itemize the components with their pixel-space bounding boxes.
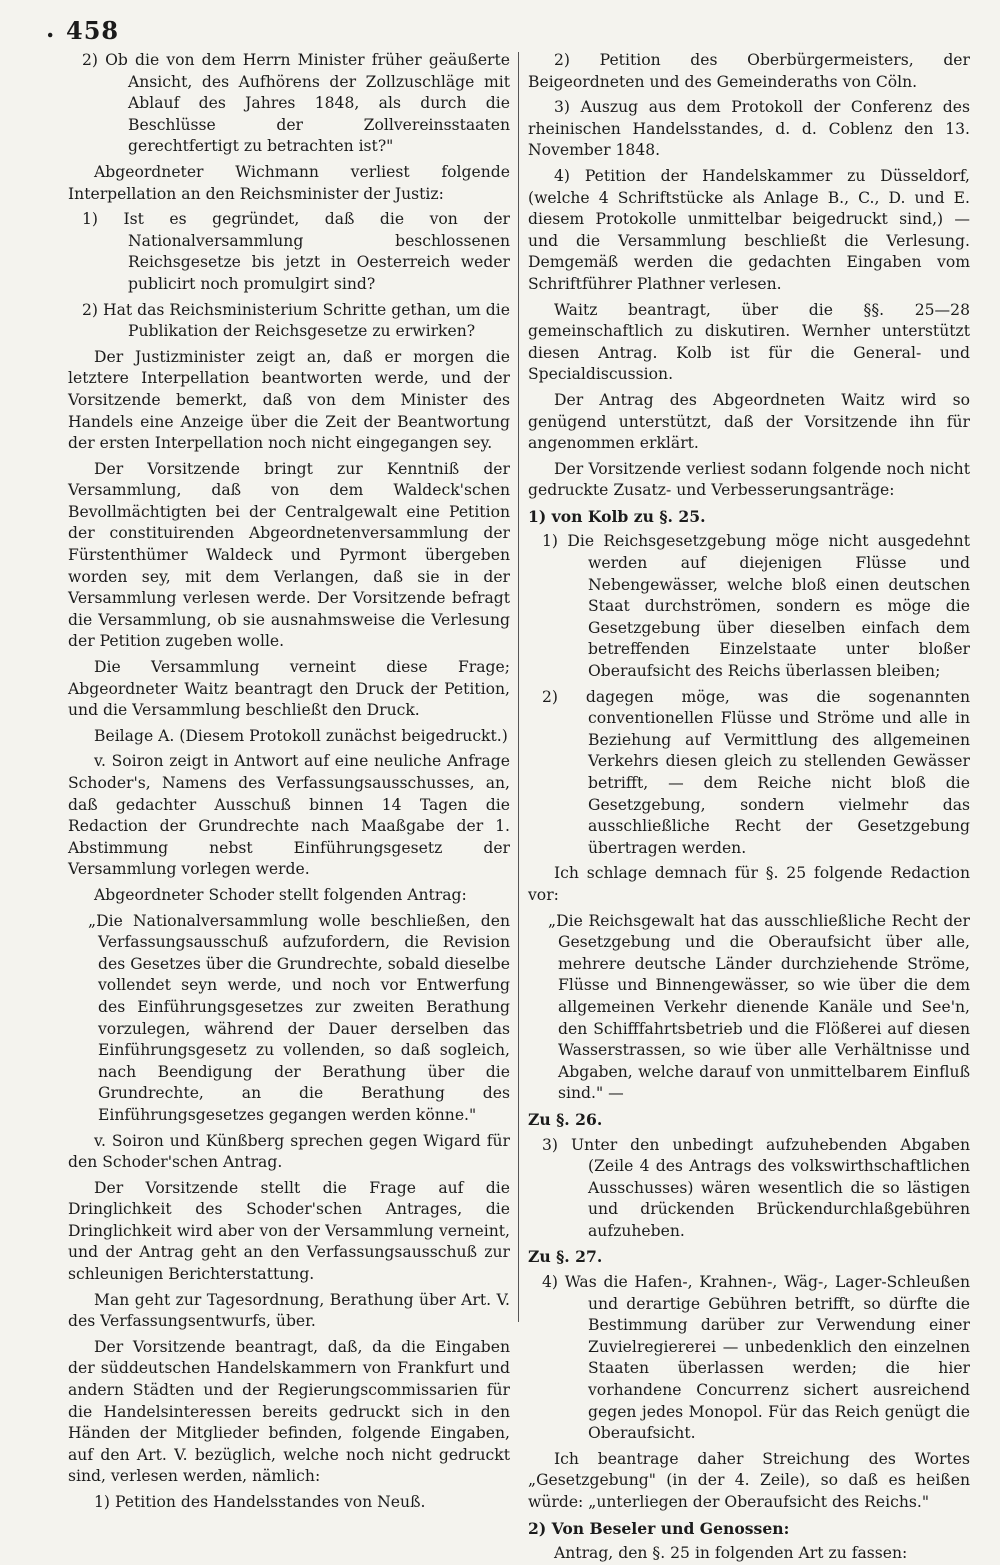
paragraph: 1) Die Reichsgesetzgebung möge nicht ausgedehnt werden auf diejenigen Flüsse und Nebengewässer, welche bloß einen deutschen Staat durchströmen, sondern es möge die Gesetzgebung über dieselben einfach dem betreffenden Einzelstaate unter bloßer Oberaufsicht des Reichs überlassen bleiben;	[542, 532, 970, 681]
paragraph: 2) Von Beseler und Genossen:	[528, 1518, 790, 1538]
paragraph: Ich schlage demnach für §. 25 folgende Redaction vor:	[528, 864, 970, 904]
paragraph: „Die Nationalversammlung wolle beschließen, den Verfassungsausschuß aufzufordern, die Revision des Gesetzes über die Grundrechte, sobald dieselbe vollendet seyn werde, und noch vor Entwerfung des Einführungsgesetzes zur zweiten Berathung vorzulegen, während der Dauer derselben das Einführungsgesetz zu vollenden, so daß sogleich, nach Beendigung der Berathung über die Grundrechte, an die Berathung des Einführungsgesetzes gegangen werden könne."	[88, 911, 510, 1124]
paragraph: 2) Petition des Oberbürgermeisters, der Beigeordneten und des Gemeinderaths von Cöln.	[528, 51, 970, 91]
paragraph: 1) Ist es gegründet, daß die von der Nationalversammlung beschlossenen Reichsgesetze bis jetzt in Oesterreich weder publicirt noch promulgirt sind?	[82, 210, 510, 293]
paragraph: Der Antrag des Abgeordneten Waitz wird so genügend unterstützt, daß der Vorsitzende ihn für angenommen erklärt.	[528, 390, 970, 453]
page-number: . 458	[66, 16, 119, 45]
paragraph: Die Versammlung verneint diese Frage; Abgeordneter Waitz beantragt den Druck der Petition, und die Versammlung beschließt den Druck.	[68, 658, 510, 720]
paragraph: Zu §. 27.	[528, 1247, 603, 1267]
paragraph: Beilage A. (Diesem Protokoll zunächst beigedruckt.)	[94, 726, 508, 745]
paragraph: Man geht zur Tagesordnung, Berathung über Art. V. des Verfassungsentwurfs, über.	[68, 1290, 510, 1331]
paragraph: Ich beantrage daher Streichung des Wortes „Gesetzgebung" (in der 4. Zeile), so daß es heißen würde: „unterliegen der Oberaufsicht des Reichs."	[528, 1449, 970, 1511]
paragraph: Der Vorsitzende verliest sodann folgende noch nicht gedruckte Zusatz- und Verbesserungsanträge:	[528, 459, 970, 500]
paragraph: Zu §. 26.	[528, 1109, 603, 1129]
column-divider	[518, 52, 519, 1322]
paragraph: 3) Auszug aus dem Protokoll der Conferenz des rheinischen Handelsstandes, d. d. Coblenz den 13. November 1848.	[528, 98, 970, 160]
paragraph: v. Soiron zeigt in Antwort auf eine neuliche Anfrage Schoder's, Namens des Verfassungsausschusses, an, daß gedachter Ausschuß binnen 14 Tagen die Redaction der Grundrechte nach Maaßgabe der 1. Abstimmung nebst Einführungsgesetz der Versammlung vorlegen werde.	[68, 752, 510, 879]
paragraph: 4) Petition der Handelskammer zu Düsseldorf, (welche 4 Schriftstücke als Anlage B., C., D. und E. diesem Protokolle unmittelbar beigedruckt sind,) — und die Versammlung beschließt die Verlesung. Demgemäß werden die gedachten Eingaben vom Schriftführer Plathner verlesen.	[528, 166, 970, 293]
paragraph: Abgeordneter Wichmann verliest folgende Interpellation an den Reichsminister der Justiz:	[68, 162, 510, 203]
paragraph: Antrag, den §. 25 in folgenden Art zu fassen:	[554, 1544, 908, 1563]
paragraph: Der Vorsitzende beantragt, daß, da die Eingaben der süddeutschen Handelskammern von Frankfurt und andern Städten und der Regierungscommissarien für die Handelsinteressen bereits gedruckt sich in den Händen der Mitglieder befinden, folgende Eingaben, auf den Art. V. bezüglich, welche noch nicht gedruckt sind, verlesen werden, nämlich:	[68, 1337, 510, 1486]
paragraph: 2) dagegen möge, was die sogenannten conventionellen Flüsse und Ströme und alle in Beziehung auf Vermittlung des allgemeinen Verkehrs diesen gleich zu stellenden Gewässer betrifft, — dem Reiche nicht bloß die Gesetzgebung, sondern vielmehr das ausschließliche Recht der Gesetzgebung übertragen werden.	[542, 687, 970, 857]
paragraph: v. Soiron und Künßberg sprechen gegen Wigard für den Schoder'schen Antrag.	[68, 1131, 510, 1172]
paragraph: 2) Ob die von dem Herrn Minister früher geäußerte Ansicht, des Aufhörens der Zollzuschläge mit Ablauf des Jahres 1848, als durch die Beschlüsse der Zollvereinsstaaten gerechtfertigt zu betrachten ist?"	[82, 51, 510, 156]
paragraph: 4) Was die Hafen-, Krahnen-, Wäg-, Lager-Schleußen und derartige Gebühren betrifft, so dürfte die Bestimmung darüber zur Verwendung einer Zuvielregiererei — unbedenklich den einzelnen Staaten überlassen werden; die hier vorhandene Concurrenz sichert ausreichend gegen jedes Monopol. Für das Reich genügt die Oberaufsicht.	[542, 1273, 970, 1443]
paragraph: 2) Hat das Reichsministerium Schritte gethan, um die Publikation der Reichsgesetze zu erwirken?	[82, 300, 510, 341]
left-column	[68, 50, 510, 1511]
paragraph: Abgeordneter Schoder stellt folgenden Antrag:	[94, 885, 467, 904]
right-column	[528, 50, 970, 1563]
paragraph: Waitz beantragt, über die §§. 25—28 gemeinschaftlich zu diskutiren. Wernher unterstützt diesen Antrag. Kolb ist für die General- und Specialdiscussion.	[528, 300, 970, 384]
paragraph: „Die Reichsgewalt hat das ausschließliche Recht der Gesetzgebung und die Oberaufsicht über alle, mehrere deutsche Länder durchziehende Ströme, Flüsse und Binnengewässer, so wie über die dem allgemeinen Verkehr dienende Kanäle und See'n, den Schifffahrtsbetrieb und die Flößerei auf diesen Wasserstrassen, so wie über alle Verhältnisse und Abgaben, welche darauf von unmittelbarem Einfluß sind." —	[548, 911, 970, 1103]
paragraph: 3) Unter den unbedingt aufzuhebenden Abgaben (Zeile 4 des Antrags des volkswirthschaftlichen Ausschusses) wären wesentlich die so lästigen und drückenden Brückendurchlaßgebühren aufzuheben.	[542, 1135, 970, 1240]
paragraph: Der Vorsitzende stellt die Frage auf die Dringlichkeit des Schoder'schen Antrages, die Dringlichkeit wird aber von der Versammlung verneint, und der Antrag geht an den Verfassungsausschuß zur schleunigen Berichterstattung.	[68, 1178, 510, 1284]
paragraph: 1) von Kolb zu §. 25.	[528, 506, 706, 526]
paragraph: Der Vorsitzende bringt zur Kenntniß der Versammlung, daß von dem Waldeck'schen Bevollmächtigten bei der Centralgewalt eine Petition der constituirenden Abgeordnetenversammlung der Fürstenthümer Waldeck und Pyrmont übergeben worden sey, mit dem Verlangen, daß sie in der Versammlung verlesen werde. Der Vorsitzende befragt die Versammlung, ob sie ausnahmsweise die Verlesung der Petition zugeben wolle.	[68, 459, 510, 651]
paragraph: Der Justizminister zeigt an, daß er morgen die letztere Interpellation beantworten werde, und der Vorsitzende bemerkt, daß von dem Minister des Handels eine Anzeige über die Zeit der Beantwortung der ersten Interpellation noch nicht eingegangen sey.	[68, 347, 510, 453]
paragraph: 1) Petition des Handelsstandes von Neuß.	[94, 1493, 426, 1511]
